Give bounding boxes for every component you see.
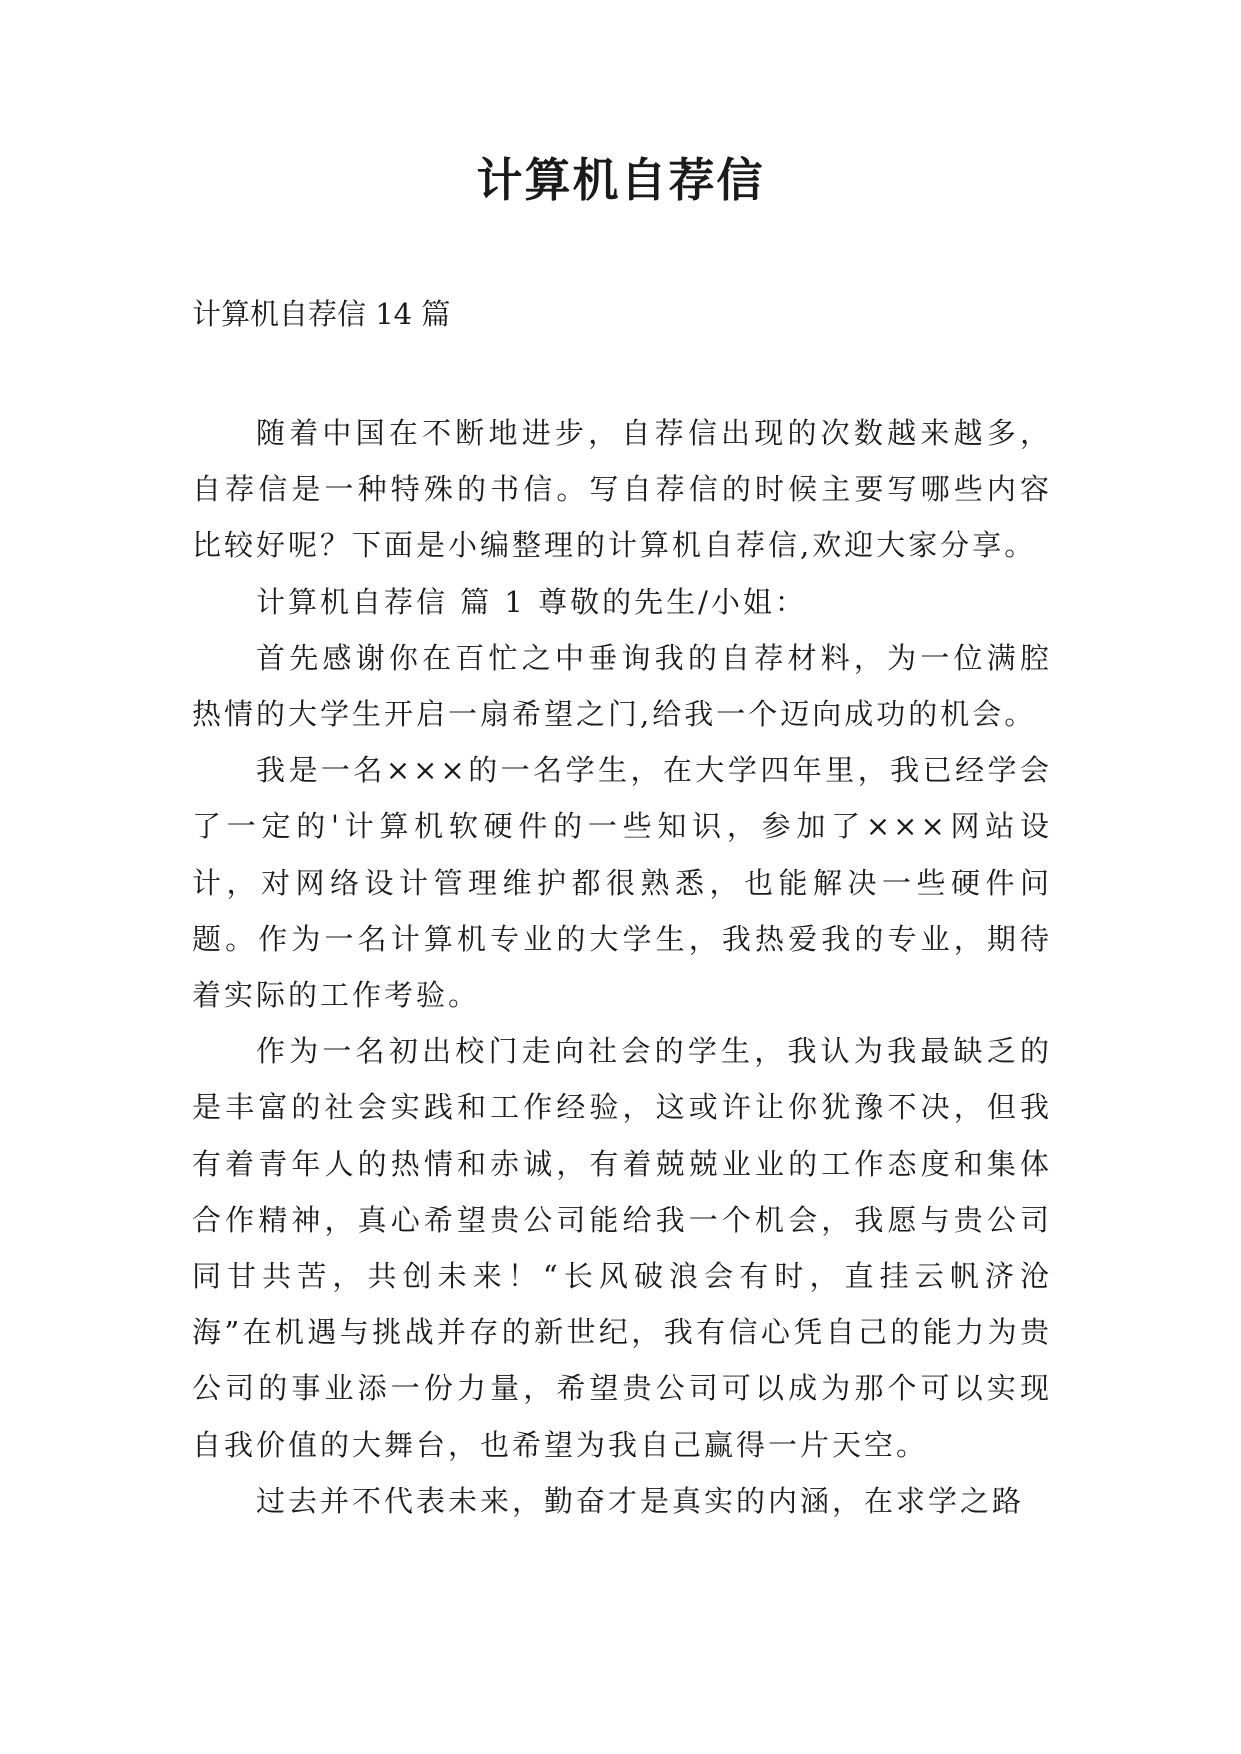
paragraph-intro: 随着中国在不断地进步，自荐信出现的次数越来越多，自荐信是一种特殊的书信。写自荐信的时候主要写哪些内容比较好呢？下面是小编整理的计算机自荐信,欢迎大家分享。 [192, 416, 1052, 563]
paragraph-salutation: 计算机自荐信 篇 1 尊敬的先生/小姐： [256, 584, 807, 619]
paragraph-thanks: 首先感谢你在百忙之中垂询我的自荐材料，为一位满腔热情的大学生开启一扇希望之门,给我一个迈向成功的机会。 [192, 640, 1052, 732]
paragraph-aspiration: 作为一名初出校门走向社会的学生，我认为我最缺乏的是丰富的社会实践和工作经验，这或许让你犹豫不决，但我有着青年人的热情和赤诚，有着兢兢业业的工作态度和集体合作精神，真心希望贵公司能给我一个机会，我愿与贵公司同甘共苦，共创未来！“长风破浪会有时，直挂云帆济沧海”在机遇与挑战并存的新世纪，我有信心凭自己的能力为贵公司的事业添一份力量，希望贵公司可以成为那个可以实现自我价值的大舞台，也希望为我自己赢得一片天空。 [192, 1034, 1052, 1462]
document-title: 计算机自荐信 [476, 153, 765, 207]
paragraph-background: 我是一名×××的一名学生，在大学四年里，我已经学会了一定的'计算机软硬件的一些知识，参加了×××网站设计，对网络设计管理维护都很熟悉，也能解决一些硬件问题。作为一名计算机专业的大学生，我热爱我的专业，期待着实际的工作考验。 [192, 753, 1052, 1013]
paragraph-closing: 过去并不代表未来，勤奋才是真实的内涵，在求学之路 [256, 1483, 1025, 1518]
document-body [192, 405, 1052, 1529]
document-subtitle: 计算机自荐信 14 篇 [192, 297, 451, 331]
